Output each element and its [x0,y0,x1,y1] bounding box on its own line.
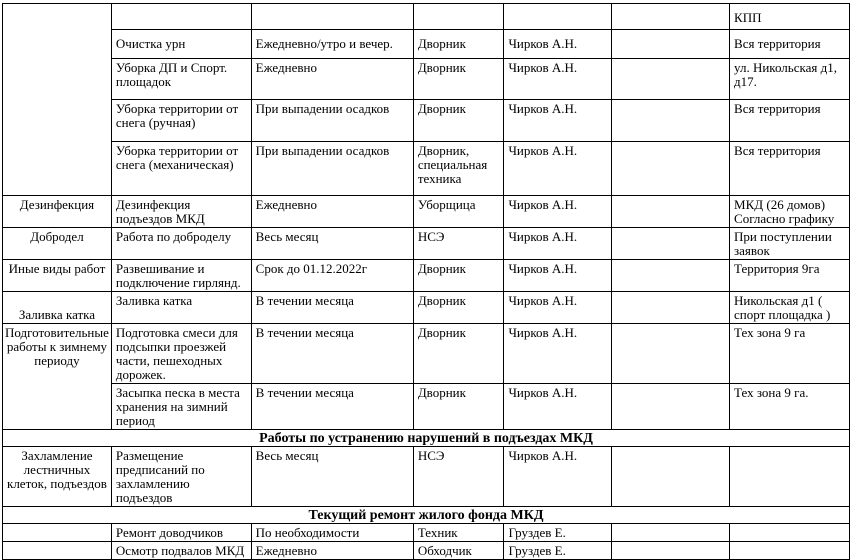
executor-cell: НСЭ [413,447,504,507]
category-cell: Иные виды работ [3,260,112,292]
responsible-cell: Груздев Е. [504,524,612,542]
note-cell [611,542,729,560]
responsible-cell: Чирков А.Н. [504,447,612,507]
executor-cell: Дворник [413,100,504,142]
executor-cell: Уборщица [413,196,504,228]
category-cell [3,4,112,196]
work-cell: Дезинфекция подъездов МКД [111,196,251,228]
note-cell [611,384,729,430]
table-row [3,447,850,507]
place-cell [730,447,850,507]
frequency-cell: Весь месяц [251,447,413,507]
work-cell: Уборка ДП и Спорт. площадок [111,59,251,100]
executor-cell: Дворник [413,30,504,59]
frequency-cell: В течении месяца [251,384,413,430]
note-cell [611,324,729,384]
frequency-cell [251,4,413,30]
responsible-cell: Чирков А.Н. [504,384,612,430]
frequency-cell: Весь месяц [251,228,413,260]
work-cell [111,4,251,30]
frequency-cell: По необходимости [251,524,413,542]
section-title: Работы по устранению нарушений в подъездах МКД [3,430,850,447]
executor-cell: Дворник, специальная техника [413,142,504,196]
note-cell [611,100,729,142]
table-row [3,384,850,430]
section-title: Текущий ремонт жилого фонда МКД [3,507,850,524]
place-cell: Никольская д1 ( спорт площадка ) [730,292,850,324]
place-cell [730,542,850,560]
work-cell: Работа по добpоделу [111,228,251,260]
work-cell: Уборка территории от снега (ручная) [111,100,251,142]
work-cell: Уборка территории от снега (механическая) [111,142,251,196]
executor-cell: Дворник [413,59,504,100]
note-cell [611,142,729,196]
place-cell: Вся территория [730,30,850,59]
frequency-cell: Ежедневно [251,59,413,100]
table-row [3,260,850,292]
executor-cell: Дворник [413,384,504,430]
place-cell: МКД (26 домов) Согласно графику [730,196,850,228]
table-row [3,507,850,524]
responsible-cell: Чирков А.Н. [504,30,612,59]
table-row [3,59,850,100]
table-row [3,4,850,30]
place-cell: Вся территория [730,100,850,142]
frequency-cell: Срок до 01.12.2022г [251,260,413,292]
note-cell [611,447,729,507]
table-row [3,100,850,142]
place-cell: При поступлении заявок [730,228,850,260]
table-row [3,30,850,59]
frequency-cell: При выпадении осадков [251,142,413,196]
executor-cell: Дворник [413,260,504,292]
responsible-cell: Чирков А.Н. [504,196,612,228]
responsible-cell: Чирков А.Н. [504,292,612,324]
frequency-cell: В течении месяца [251,292,413,324]
table-row [3,228,850,260]
category-cell: Заливка катка [3,292,112,324]
note-cell [611,228,729,260]
responsible-cell: Чирков А.Н. [504,260,612,292]
executor-cell: НСЭ [413,228,504,260]
place-cell: КПП [730,4,850,30]
responsible-cell: Чирков А.Н. [504,59,612,100]
table-row [3,430,850,447]
frequency-cell: В течении месяца [251,324,413,384]
note-cell [611,4,729,30]
note-cell [611,196,729,228]
table-row [3,292,850,324]
table-row [3,142,850,196]
work-cell: Очистка урн [111,30,251,59]
work-cell: Ремонт доводчиков [111,524,251,542]
category-cell [3,524,112,542]
note-cell [611,292,729,324]
place-cell: ул. Никольская д1, д17. [730,59,850,100]
note-cell [611,524,729,542]
table-row [3,324,850,384]
table-row [3,542,850,560]
frequency-cell: Ежедневно [251,542,413,560]
work-cell: Подготовка смеси для подсыпки проезжей части, пешеходных дорожек. [111,324,251,384]
note-cell [611,30,729,59]
table-row [3,524,850,542]
work-cell: Заливка катка [111,292,251,324]
category-cell: Добродел [3,228,112,260]
responsible-cell [504,4,612,30]
work-cell: Развешивание и подключение гирлянд. [111,260,251,292]
responsible-cell: Груздев Е. [504,542,612,560]
executor-cell: Техник [413,524,504,542]
executor-cell: Дворник [413,324,504,384]
table-row [3,196,850,228]
category-cell: Дезинфекция [3,196,112,228]
place-cell [730,524,850,542]
executor-cell: Обходчик [413,542,504,560]
category-cell: Захламление лестничных клеток, подъездов [3,447,112,507]
place-cell: Тех зона 9 га. [730,384,850,430]
work-cell: Засыпка песка в места хранения на зимний период [111,384,251,430]
note-cell [611,59,729,100]
executor-cell [413,4,504,30]
place-cell: Вся территория [730,142,850,196]
place-cell: Тех зона 9 га [730,324,850,384]
work-cell: Осмотр подвалов МКД [111,542,251,560]
frequency-cell: Ежедневно [251,196,413,228]
category-cell [3,542,112,560]
place-cell: Территория 9га [730,260,850,292]
responsible-cell: Чирков А.Н. [504,324,612,384]
frequency-cell: При выпадении осадков [251,100,413,142]
work-plan-table [2,3,850,560]
responsible-cell: Чирков А.Н. [504,142,612,196]
responsible-cell: Чирков А.Н. [504,100,612,142]
responsible-cell: Чирков А.Н. [504,228,612,260]
category-cell: Подготовительные работы к зимнему периоду [3,324,112,430]
frequency-cell: Ежедневно/утро и вечер. [251,30,413,59]
executor-cell: Дворник [413,292,504,324]
note-cell [611,260,729,292]
work-cell: Размещение предписаний по захламлению подъездов [111,447,251,507]
